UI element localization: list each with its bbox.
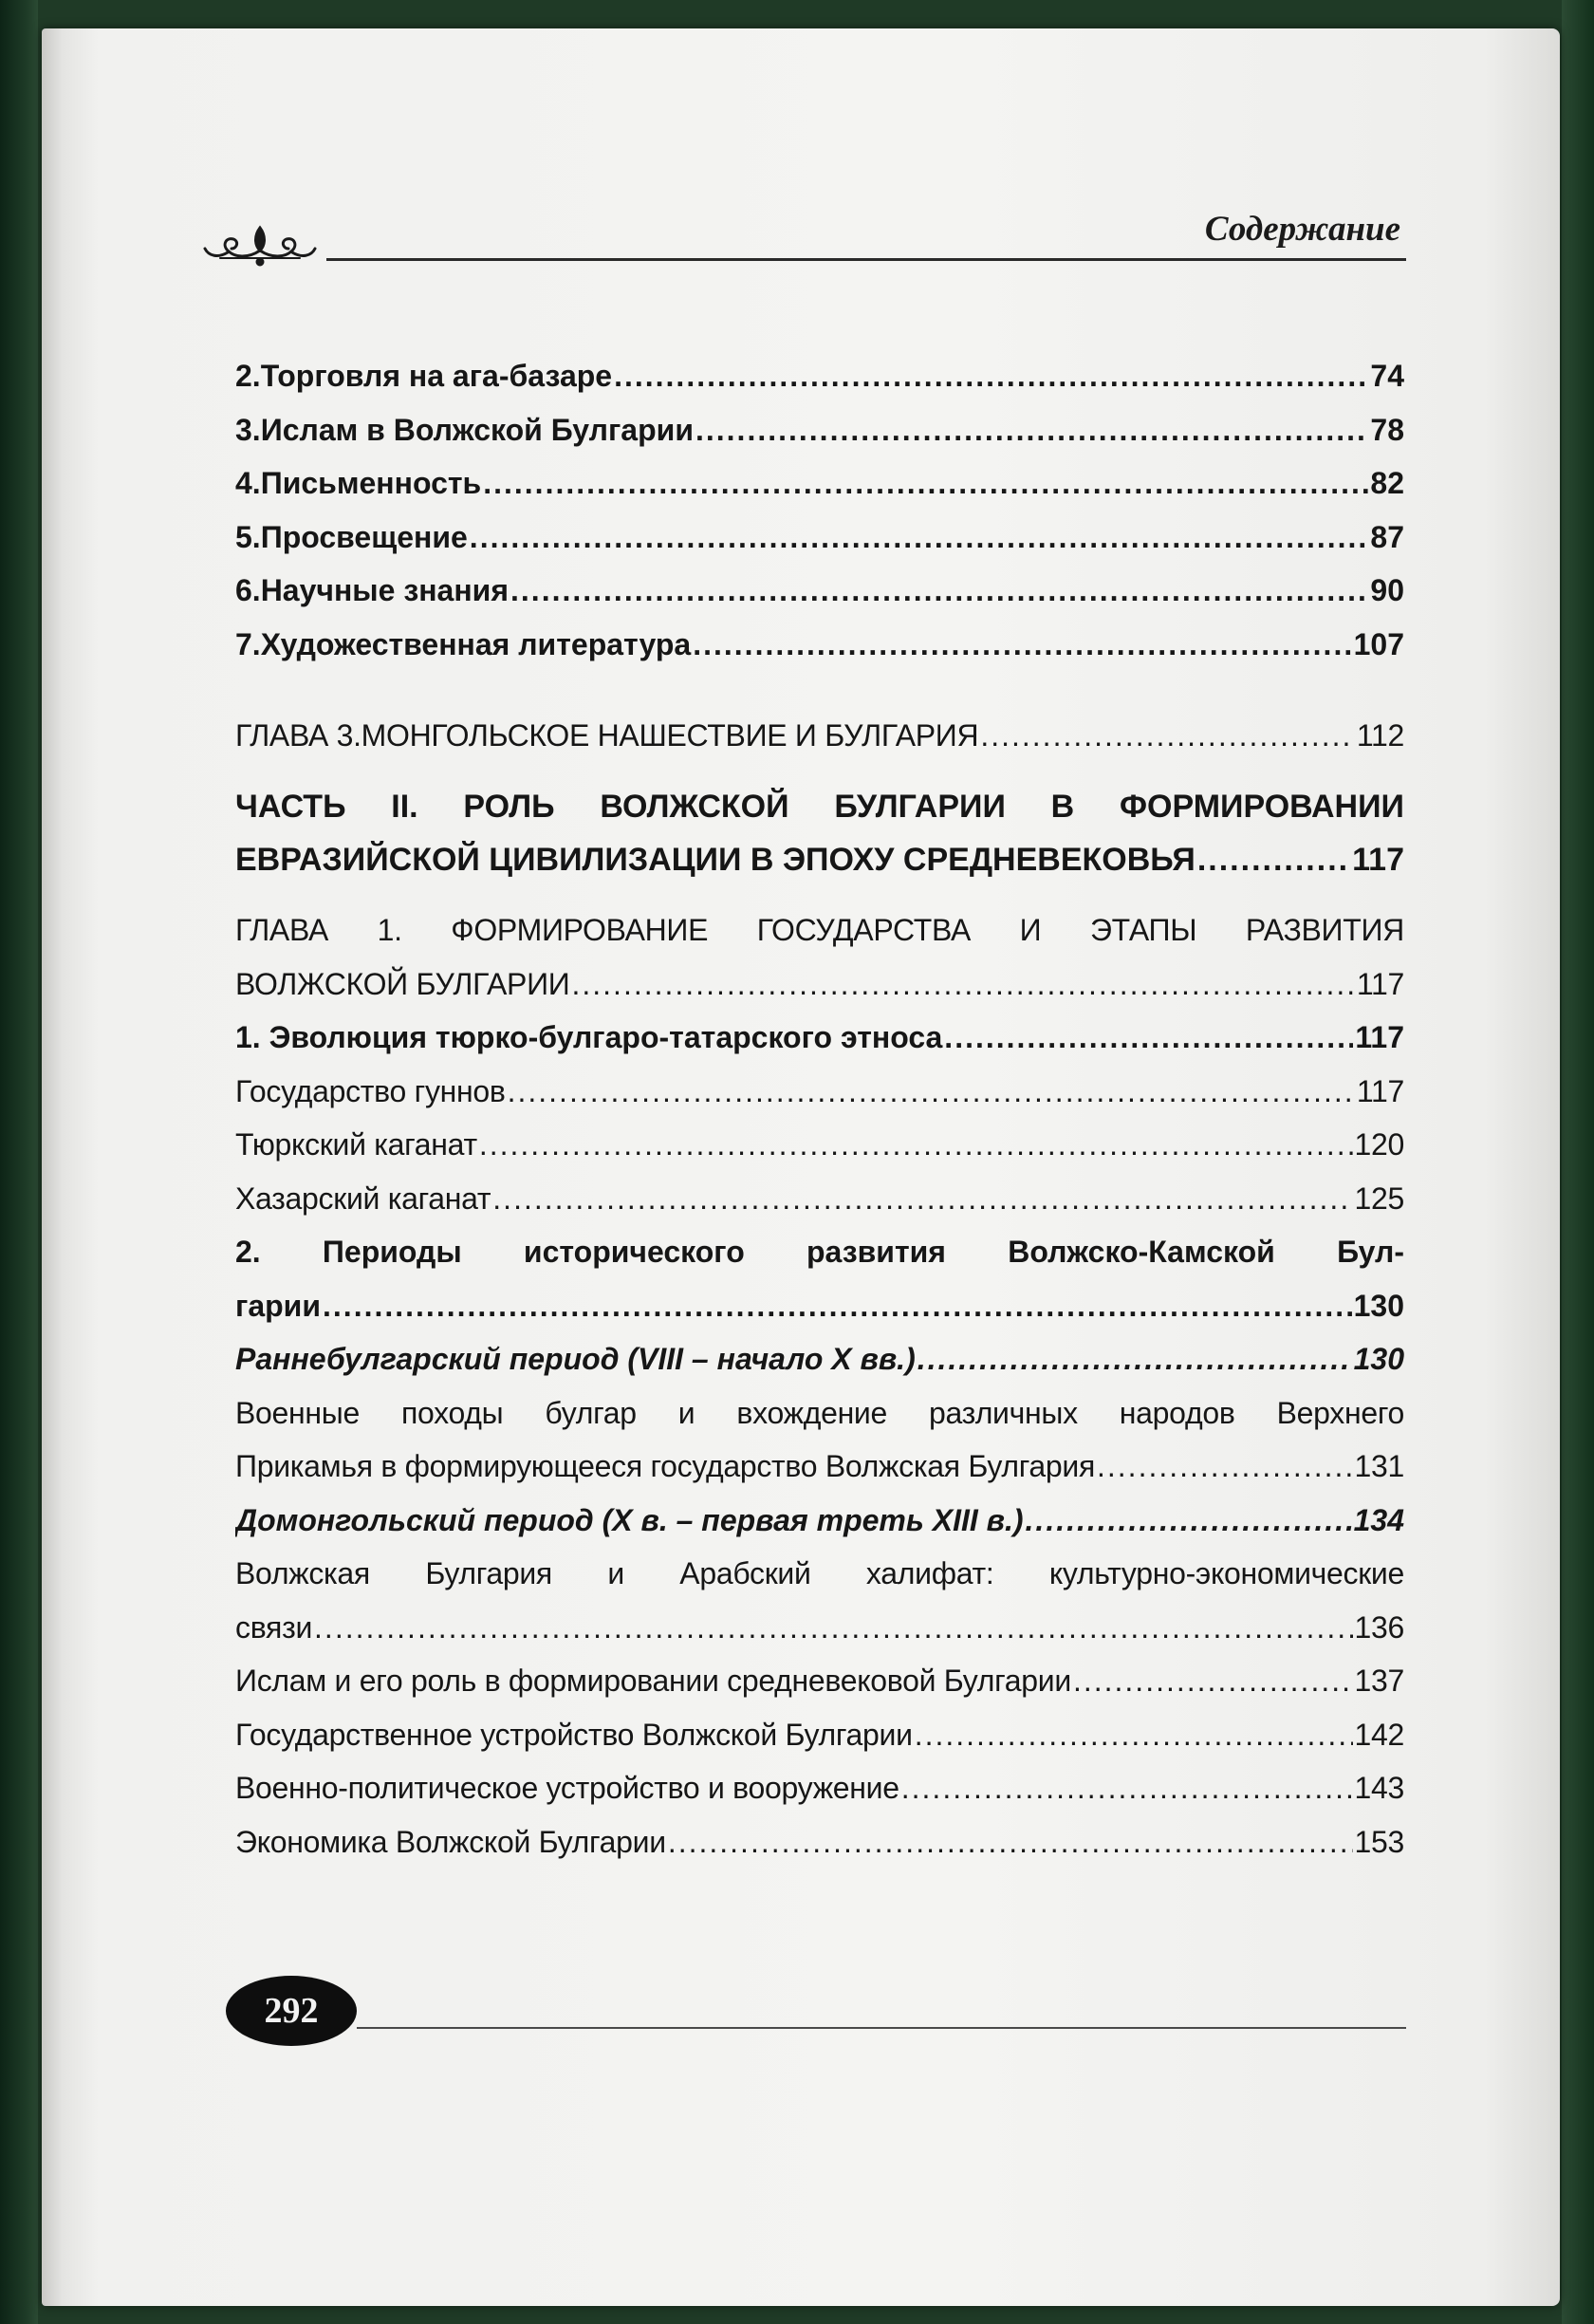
toc-entry-page: 130 — [1353, 1342, 1404, 1376]
toc-entry-title: 1. Эволюция тюрко-булгаро-татарского этноса — [235, 1020, 943, 1054]
toc-entry-title: 3.Ислам в Волжской Булгарии — [235, 412, 694, 447]
page-header — [201, 201, 1406, 268]
toc-subentry[interactable] — [235, 1708, 1404, 1762]
toc-entry-page: 117 — [1356, 1073, 1404, 1108]
toc-entry-title: Экономика Волжской Булгарии — [235, 1824, 666, 1859]
toc-subentry[interactable] — [235, 1172, 1404, 1226]
toc-entry-title: Ислам и его роль в формировании средневековой Булгарии — [235, 1664, 1071, 1698]
toc-entry-title: Раннебулгарский период (VIII – начало X вв.) — [235, 1342, 916, 1376]
dot-leader — [695, 403, 1368, 457]
toc-title-line[interactable]: Военные походы булгар и вхождение различных народов Верхнего — [235, 1395, 1404, 1430]
toc-entry-title: Государственное устройство Волжской Булгарии — [235, 1717, 913, 1752]
toc-entry-page: 142 — [1354, 1717, 1404, 1752]
toc-part-title-line[interactable]: ЧАСТЬ II. РОЛЬ ВОЛЖСКОЙ БУЛГАРИИ В ФОРМИРОВАНИИ — [235, 788, 1404, 825]
toc-entry-title: ГЛАВА 3.МОНГОЛЬСКОЕ НАШЕСТВИЕ И БУЛГАРИЯ — [235, 718, 979, 753]
toc-entry-title: ЕВРАЗИЙСКОЙ ЦИВИЛИЗАЦИИ В ЭПОХУ СРЕДНЕВЕКОВЬЯ — [235, 841, 1196, 878]
dot-leader — [901, 1761, 1353, 1815]
toc-entry-title: 5.Просвещение — [235, 519, 468, 554]
toc-entry-page: 112 — [1356, 718, 1404, 753]
toc-period-entry[interactable] — [235, 1332, 1404, 1386]
toc-entry-page: 153 — [1354, 1824, 1404, 1859]
dot-leader — [944, 1011, 1353, 1065]
dot-leader — [508, 1065, 1355, 1119]
toc-entry-page: 82 — [1370, 466, 1404, 500]
toc-subentry[interactable] — [235, 1118, 1404, 1172]
toc-chapter-entry[interactable] — [235, 957, 1404, 1012]
dot-leader — [571, 957, 1354, 1012]
toc-entry-title: 2.Торговля на ага-базаре — [235, 359, 613, 393]
toc-entry-title: гарии — [235, 1288, 322, 1323]
toc-entry-page: 87 — [1370, 519, 1404, 554]
dot-leader — [693, 618, 1351, 672]
toc-entry-title: 7.Художественная литература — [235, 626, 692, 661]
toc-entry-page: 90 — [1370, 573, 1404, 607]
toc-entry-title: Тюркский каганат — [235, 1127, 477, 1162]
toc-entry[interactable] — [235, 403, 1404, 457]
toc-title-line[interactable]: Волжская Булгария и Арабский халифат: культурно-экономические — [235, 1556, 1404, 1590]
toc-entry-title: Прикамья в формирующееся государство Волжская Булгария — [235, 1449, 1095, 1483]
dot-leader — [614, 349, 1368, 403]
book-cover-left — [0, 0, 38, 2324]
toc-entry[interactable] — [235, 456, 1404, 511]
toc-entry-page: 117 — [1355, 1020, 1404, 1054]
dot-leader — [980, 709, 1355, 763]
dot-leader — [479, 1118, 1353, 1172]
book-cover-right — [1562, 0, 1594, 2324]
dot-leader — [314, 1601, 1352, 1655]
header-rule — [326, 258, 1406, 261]
dot-leader — [1097, 1440, 1353, 1494]
toc-entry-page: 120 — [1354, 1127, 1404, 1162]
toc-subentry[interactable] — [235, 1654, 1404, 1708]
toc-subentry[interactable] — [235, 1815, 1404, 1869]
floral-ornament-icon — [201, 220, 319, 268]
toc-entry-page: 125 — [1354, 1181, 1404, 1216]
toc-entry-title: 4.Письменность — [235, 466, 482, 500]
toc-entry-page: 137 — [1354, 1664, 1404, 1698]
page-footer — [201, 1976, 1406, 2061]
dot-leader — [1197, 833, 1350, 887]
footer-rule — [357, 2027, 1406, 2029]
spacer — [235, 763, 1404, 780]
dot-leader — [915, 1708, 1353, 1762]
toc-entry-title: ВОЛЖСКОЙ БУЛГАРИИ — [235, 966, 570, 1001]
toc-entry-page: 78 — [1370, 412, 1404, 447]
toc-part-entry[interactable] — [235, 833, 1404, 887]
spacer — [235, 886, 1404, 903]
toc-subentry[interactable] — [235, 1065, 1404, 1119]
toc-entry[interactable] — [235, 349, 1404, 403]
toc-entry-title: 6.Научные знания — [235, 573, 510, 607]
dot-leader — [510, 564, 1368, 618]
dot-leader — [323, 1279, 1352, 1333]
toc-entry-title: Военно-политическое устройство и вооружение — [235, 1771, 899, 1805]
toc-subentry[interactable] — [235, 1601, 1404, 1655]
toc-entry[interactable] — [235, 618, 1404, 672]
toc-entry-page: 131 — [1354, 1449, 1404, 1483]
dot-leader — [1073, 1654, 1353, 1708]
toc-entry-title: Государство гуннов — [235, 1073, 506, 1108]
page-number-badge: 292 — [226, 1976, 357, 2046]
dot-leader — [917, 1332, 1352, 1386]
dot-leader — [668, 1815, 1353, 1869]
toc-chapter-entry[interactable] — [235, 709, 1404, 763]
toc-entry-page: 143 — [1354, 1771, 1404, 1805]
toc-subentry[interactable] — [235, 1761, 1404, 1815]
dot-leader — [470, 511, 1369, 565]
toc-entry-page: 134 — [1353, 1502, 1404, 1537]
toc-entry[interactable] — [235, 511, 1404, 565]
toc-entry[interactable] — [235, 564, 1404, 618]
toc-entry-title: связи — [235, 1609, 313, 1645]
toc-chapter-title-line[interactable]: ГЛАВА 1. ФОРМИРОВАНИЕ ГОСУДАРСТВА И ЭТАПЫ РАЗВИТИЯ — [235, 913, 1404, 947]
running-head-title: Содержание — [1204, 210, 1400, 249]
toc-subentry[interactable] — [235, 1440, 1404, 1494]
toc-entry-page: 107 — [1353, 626, 1404, 661]
toc-entry[interactable] — [235, 1279, 1404, 1333]
toc-entry-page: 136 — [1354, 1609, 1404, 1645]
toc-entry[interactable] — [235, 1011, 1404, 1065]
toc-entry-page: 130 — [1353, 1288, 1404, 1323]
toc-entry-page: 117 — [1352, 841, 1404, 878]
toc-entry-page: 74 — [1370, 359, 1404, 393]
toc-title-line[interactable]: 2. Периоды исторического развития Волжско-Камской Бул- — [235, 1235, 1404, 1269]
toc-entry-title: Хазарский каганат — [235, 1181, 491, 1216]
dot-leader — [483, 456, 1368, 511]
dot-leader — [1026, 1494, 1352, 1548]
dot-leader — [492, 1172, 1352, 1226]
toc-period-entry[interactable] — [235, 1494, 1404, 1548]
toc-entry-page: 117 — [1356, 966, 1404, 1001]
table-of-contents — [235, 349, 1404, 1868]
toc-entry-title: Домонгольский период (X в. – первая треть XIII в.) — [235, 1502, 1024, 1537]
spacer — [235, 671, 1404, 709]
